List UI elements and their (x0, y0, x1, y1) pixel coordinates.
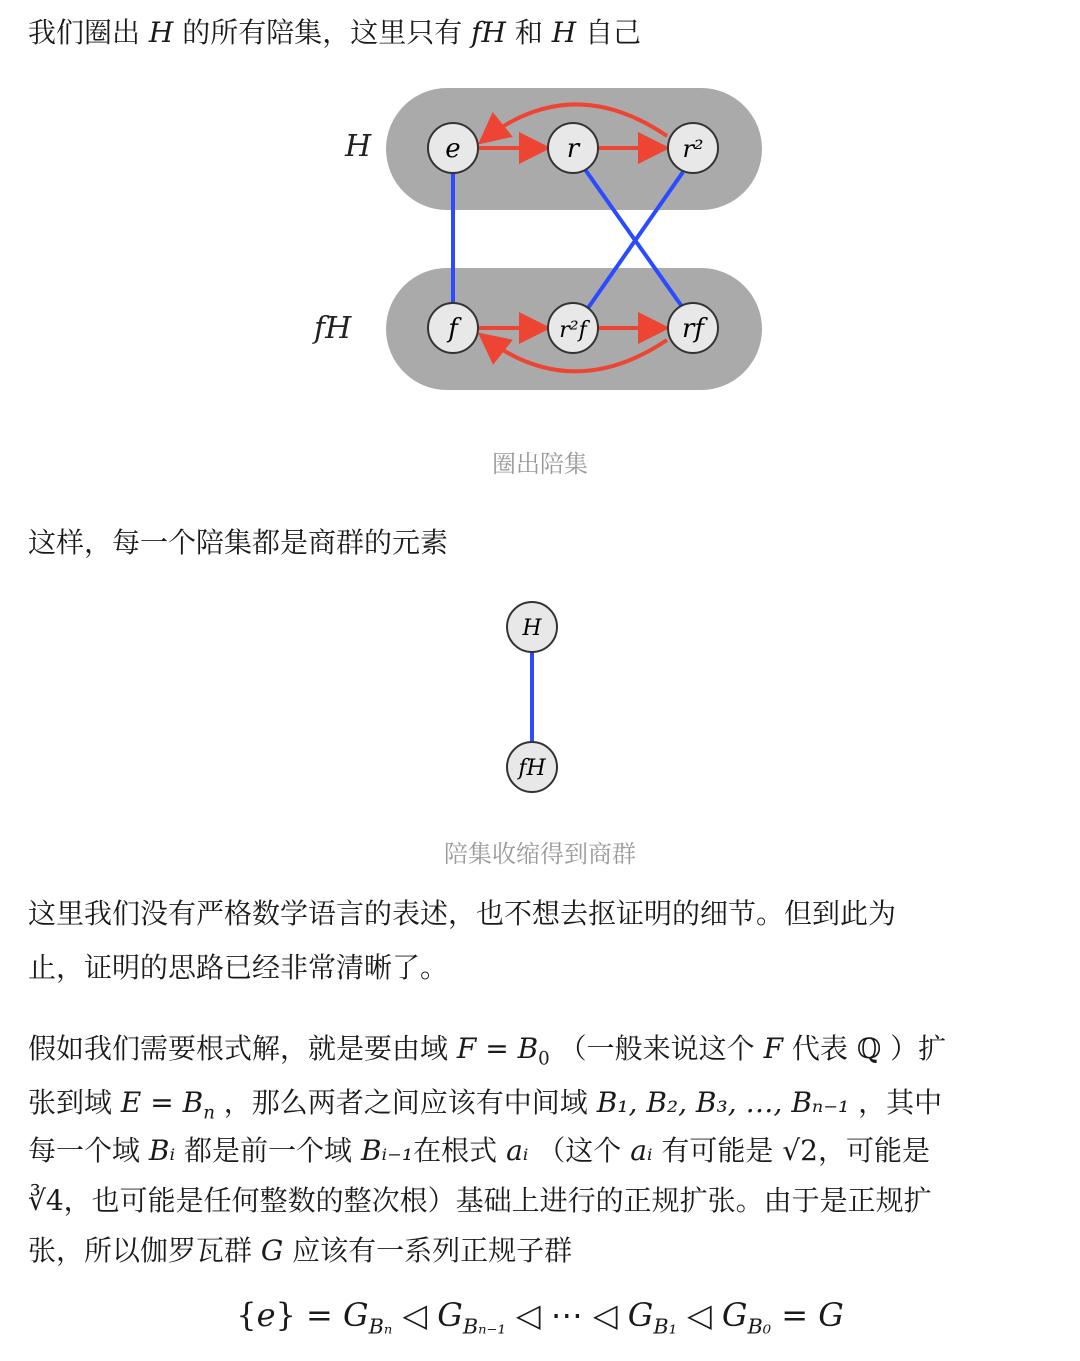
paragraph-intro (28, 6, 641, 60)
math-H: H (148, 16, 174, 49)
row-label-fH: fH (314, 311, 352, 346)
node-r2f (548, 303, 598, 353)
text: 我们圈出 (28, 16, 149, 49)
coset-diagram (300, 80, 780, 400)
svg-text:r²: r² (682, 135, 704, 163)
node-e (428, 123, 478, 173)
paragraph: 这样，每一个陪集都是商群的元素 (28, 526, 449, 559)
paragraph-line: 张，所以伽罗瓦群 G 应该有一系列正规子群 (28, 1234, 573, 1267)
svg-text:e: e (445, 134, 461, 164)
math-fH: fH (471, 16, 506, 49)
svg-text:fH: fH (518, 756, 546, 781)
text: 和 (505, 16, 552, 49)
node-f (428, 303, 478, 353)
svg-text:rf: rf (681, 314, 705, 344)
node-r (548, 123, 598, 173)
svg-text:f: f (448, 314, 458, 344)
node-fH (507, 742, 557, 792)
figure-caption: 陪集收缩得到商群 (444, 840, 636, 868)
node-rf (668, 303, 718, 353)
svg-text:r²f: r²f (559, 318, 587, 343)
paragraph-line: ∛4，也可能是任何整数的整次根）基础上进行的正规扩张。由于是正规扩 (28, 1184, 932, 1217)
quotient-diagram (480, 590, 600, 810)
svg-text:H: H (522, 616, 542, 641)
text: 的所有陪集，这里只有 (173, 16, 472, 49)
paragraph-line: 张到域 $E = B_n$ ，那么两者之间应该有中间域 B₁, B₂, B₃, …, Bₙ₋₁ ，其中 (28, 1086, 943, 1124)
paragraph-line: 假如我们需要根式解，就是要由域 $F = B_0$ （一般来说这个 F 代表 ℚ ）扩 (28, 1032, 947, 1070)
text: 自己 (576, 16, 642, 49)
paragraph-line: 每一个域 Bᵢ 都是前一个域 Bᵢ₋₁在根式 aᵢ （这个 aᵢ 有可能是 √2，可能是 (28, 1134, 931, 1167)
math-H: H (551, 16, 577, 49)
equation: $\{e\} = G_{B_n}$ ◁ $G_{B_{n-1}}$ ◁ ⋯ ◁ $G_{B_1}$ ◁ $G_{B_0} = G$ (236, 1296, 844, 1339)
paragraph-line: 止，证明的思路已经非常清晰了。 (28, 951, 449, 984)
paragraph-line: 这里我们没有严格数学语言的表述，也不想去抠证明的细节。但到此为 (28, 897, 897, 930)
node-r2 (668, 123, 718, 173)
figure-caption: 圈出陪集 (492, 450, 588, 478)
row-label-H: H (345, 129, 372, 164)
node-H (507, 602, 557, 652)
svg-text:r: r (566, 134, 580, 164)
